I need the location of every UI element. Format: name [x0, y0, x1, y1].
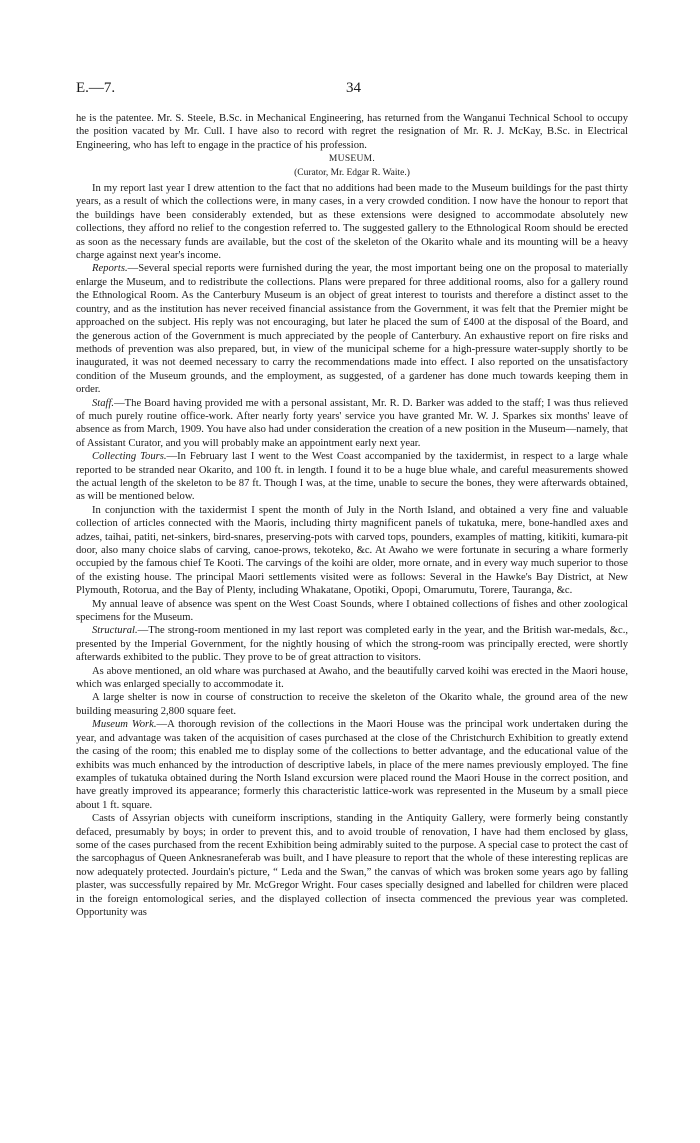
paragraph-text: Casts of Assyrian objects with cuneiform inscriptions, standing in the Antiquity Gallery, were formerly being constantly defaced, presumably by boys; in order to prevent this, and to avoid trouble of renovation, I have had them enclosed by glass, some of the cases purchased from the recent Exhibition being admirably suited to the purpose. A special case to protect the cast of the sarcophagus of Queen Anknesraneferab was built, and I have pleasure to report that the whole of these interesting replicas are now adequately protected. Jourdain's picture, “ Leda and the Swan,” the canvas of which was broken some years ago by falling plaster, was successfully repaired by Mr. McGregor Wright. Four cases specially designed and labelled for children were placed in the foreign entomological series, and the displayed collection of insecta commenced the previous year was completed. Opportunity was — [76, 813, 628, 918]
paragraph-text: My annual leave of absence was spent on the West Coast Sounds, where I obtained collections of fishes and other zoological specimens for the Museum. — [76, 598, 628, 624]
paragraph-text: —Several special reports were furnished during the year, the most important being one on the proposal to materially enlarge the Museum, and to redistribute the collections. Plans were prepared for three additional rooms, also for a gallery round the Ethnological Room. As the Canterbury Museum is an object of great interest to tourists and therefore a distinct asset to the country, and as the institution has never received financial assistance from the Government, it was felt that the Premier might be approached on the subject. His reply was not encouraging, but later he placed the sum of £400 at the disposal of the Board, and the generous action of the Government is much appreciated by the people of Canterbury. An exhaustive report on fire risks and methods of prevention was also prepared, but, in view of the municipal scheme for a high-pressure water-supply shortly to be inaugurated, it was not deemed necessary to carry the recommendations made into effect. I also reported on the unsatisfactory condition of the Museum grounds, and the employment, as suggested, of a gardener has done much towards keeping them in order. — [76, 263, 628, 396]
section-subtitle: (Curator, Mr. Edgar R. Waite.) — [294, 167, 410, 178]
section-title: MUSEUM. — [328, 154, 376, 165]
page-header — [76, 80, 628, 100]
paragraph-text: —In February last I went to the West Coast accompanied by the taxidermist, in respect to a large whale reported to be stranded near Okarito, and 100 ft. in length. I found it to be a huge blue whale, and careful measurements showed the actual length of the skeleton to be 87 ft. Though I was, at the time, unable to secure the bones, they were afterwards obtained, as will be mentioned below. — [76, 451, 628, 503]
paragraph-text: A large shelter is now in course of construction to receive the skeleton of the Okarito whale, the ground area of the new building measuring 2,800 square feet. — [76, 692, 628, 717]
document-body — [76, 112, 628, 919]
paragraph-text: As above mentioned, an old whare was purchased at Awaho, and the beautifully carved koihi was erected in the Maori house, which was enlarged specially to accommodate it. — [76, 665, 628, 691]
paragraph — [76, 691, 628, 718]
paragraph — [76, 665, 628, 692]
paragraph-text: —A thorough revision of the collections in the Maori House was the principal work undertaken during the year, and advantage was taken of the acquisition of cases purchased at the close of the Christchurch Exhibition to greatly extend the casing of the room; this enabled me to display some of the collections to better advantage, and the educational value of the exhibits was much enhanced by the introduction of descriptive labels, in place of the mere names previously employed. The fine examples of tukatuka obtained during the North Island excursion were placed round the Maori House in the correct position, and have greatly improved its appearance; formerly this characteristic lattice-work was represented in the Museum by a small piece about 1 ft. square. — [76, 719, 628, 811]
paragraph — [76, 812, 628, 919]
paragraph-text: —The Board having provided me with a personal assistant, Mr. R. D. Barker was added to the staff; I was thus relieved of much purely routine office-work. After nearly forty years' service you have granted Mr. W. J. Sparkes six months' leave of absence as from March, 1909. You have also had under consideration the creation of a new position in the Museum—namely, that of Assistant Curator, and you will probably make an appointment early next year. — [76, 397, 628, 449]
paragraph — [76, 718, 628, 812]
paragraph-text: In my report last year I drew attention to the fact that no additions had been made to the Museum buildings for the past thirty years, as a result of which the collections were, in many cases, in a very crowded condition. I now have the honour to report that the buildings have been considerably extended, but as these extensions were designed to accommodate absolutely new collections, they afford no relief to the congestion referred to. The suggested gallery to the Ethnological Room should be erected as soon as the necessary funds are available, but the cost of the skeleton of the Okarito whale and its mounting will be a heavy charge against next year's income. — [76, 183, 628, 262]
page-number: 34 — [346, 80, 361, 96]
paragraph — [76, 450, 628, 504]
paragraph — [76, 598, 628, 625]
paragraph-text: —The strong-room mentioned in my last report was completed early in the year, and the British war-medals, &c., presented by the Imperial Government, for the nightly housing of which the strong-room was principally erected, were shortly afterwards exhibited to the public. They prove to be of great attraction to visitors. — [76, 625, 628, 664]
paragraph — [76, 504, 628, 598]
paragraph-heading: Museum Work. — [92, 719, 157, 731]
document-id: E.—7. — [76, 80, 116, 96]
paragraph — [76, 112, 628, 152]
paragraph-heading: Staff. — [92, 397, 115, 409]
paragraph — [76, 624, 628, 664]
paragraph-heading: Structural. — [92, 625, 138, 637]
paragraph-text: In conjunction with the taxidermist I spent the month of July in the North Island, and obtained a very fine and valuable collection of articles connected with the Maoris, including thirty magnificent panels of tukatuka, mere, bone-handled axes and adzes, taihai, patiti, net-sinkers, bird-snares, preserving-pots with carved tops, pounders, examples of matting, kitikiti, kumara-pit door, also many choice slabs of carving, canoe-prows, tekoteko, &c. At Awaho we were fortunate in securing a whare formerly occupied by the famous chief Te Kooti. The carvings of the koihi are older, more ornate, and in every way much superior to those of the existing house. The principal Maori settlements visited were as follows: Several in the Hawke's Bay District, at New Plymouth, Rotorua, and the Bay of Plenty, including Whakatane, Opotiki, Opopi, Omarumutu, Torere, Tauranga, &c. — [76, 504, 628, 597]
paragraph — [76, 182, 628, 262]
paragraph-heading: Collecting Tours. — [92, 451, 167, 463]
paragraph-text: he is the patentee. Mr. S. Steele, B.Sc. in Mechanical Engineering, has returned from the Wanganui Technical School to occupy the position vacated by Mr. Cull. I have also to record with regret the resignation of Mr. R. J. McKay, B.Sc. in Electrical Engineering, who has left to engage in the practice of his profession. — [76, 113, 628, 151]
paragraph — [76, 397, 628, 451]
paragraph-heading: Reports. — [92, 263, 128, 275]
paragraph — [76, 262, 628, 396]
